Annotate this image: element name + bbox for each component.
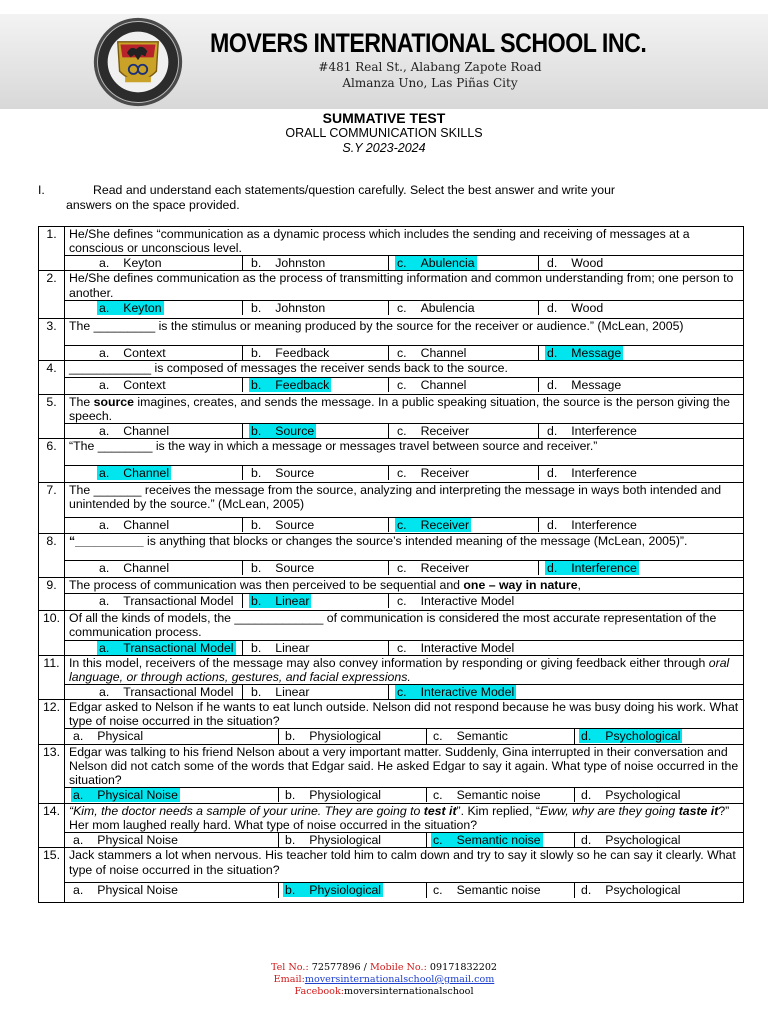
question-number: 11. <box>39 655 65 699</box>
question-text-part: “Kim, the doctor needs a sample of your urine. They are going to <box>69 803 424 818</box>
question-row <box>39 578 744 594</box>
option-letter: d. <box>547 300 558 315</box>
question-number: 12. <box>39 700 65 744</box>
option-letter: d. <box>547 424 558 439</box>
option-text: Interference <box>571 466 637 481</box>
question-number: 2. <box>39 271 65 318</box>
option-text: Physiological <box>309 729 382 744</box>
question-row <box>39 744 744 787</box>
option-letter: d. <box>547 518 558 533</box>
option-letter: c. <box>397 594 407 609</box>
option-text: Context <box>123 377 166 392</box>
option-letter: b. <box>251 345 262 360</box>
option-letter: b. <box>251 561 262 576</box>
question-number: 13. <box>39 744 65 803</box>
option-text: Receiver <box>420 466 470 481</box>
answer-option[interactable] <box>243 378 389 392</box>
option-text: Transactional Model <box>123 640 234 655</box>
answer-option[interactable] <box>243 256 389 270</box>
answer-option[interactable] <box>279 788 427 802</box>
option-letter: d. <box>581 729 592 744</box>
answer-option[interactable] <box>539 561 743 575</box>
option-letter: c. <box>397 424 407 439</box>
option-letter: d. <box>581 883 592 898</box>
question-text <box>65 848 744 883</box>
answer-option[interactable] <box>539 424 743 438</box>
question-text <box>65 394 744 423</box>
answer-option[interactable] <box>389 256 539 270</box>
option-text: Message <box>571 345 622 360</box>
question-row <box>39 394 744 423</box>
answer-options-row <box>39 561 744 578</box>
address-line-2: Almanza Uno, Las Piñas City <box>342 76 518 90</box>
mobile-number: 09171832202 <box>429 962 498 973</box>
option-text: Channel <box>123 561 170 576</box>
email-link[interactable]: moversinternationalschool@gmail.com <box>304 974 495 985</box>
question-text <box>65 271 744 300</box>
answer-options-row <box>39 594 744 611</box>
answer-option[interactable] <box>243 685 389 699</box>
footer-facebook-line <box>0 986 768 998</box>
option-letter: a. <box>99 518 110 533</box>
option-letter: a. <box>99 345 110 360</box>
question-number: 3. <box>39 318 65 360</box>
option-text: Physical Noise <box>97 787 178 802</box>
option-letter: a. <box>99 684 110 699</box>
answer-options-row <box>39 424 744 439</box>
answer-option[interactable] <box>575 883 743 897</box>
option-letter: a. <box>99 466 110 481</box>
option-letter: c. <box>397 300 407 315</box>
option-text: Source <box>275 424 315 439</box>
option-letter: a. <box>73 787 84 802</box>
question-text-part: oral language, or through actions, gestures, and facial expressions. <box>69 655 730 684</box>
option-text: Psychological <box>605 787 681 802</box>
option-letter: b. <box>285 883 296 898</box>
option-text: Channel <box>123 518 170 533</box>
option-text: Feedback <box>275 345 330 360</box>
question-row <box>39 227 744 256</box>
option-letter: d. <box>547 466 558 481</box>
question-text-part: “The ________ is the way in which a message or messages travel between source and receiver.” <box>69 439 598 454</box>
answer-option[interactable] <box>389 301 539 315</box>
answer-option[interactable] <box>427 788 575 802</box>
instruction-line-1: Read and understand each statements/question carefully. Select the best answer and write your <box>93 183 616 197</box>
option-letter: a. <box>73 883 84 898</box>
question-text <box>65 318 744 345</box>
option-text: Interactive Model <box>420 594 515 609</box>
option-letter: c. <box>397 561 407 576</box>
school-name: MOVERS INTERNATIONAL SCHOOL INC. <box>210 28 647 58</box>
question-number: 6. <box>39 439 65 483</box>
option-letter: d. <box>581 787 592 802</box>
option-letter: b. <box>251 640 262 655</box>
option-letter: d. <box>547 345 558 360</box>
option-text: Channel <box>420 345 467 360</box>
option-text: Keyton <box>123 256 162 271</box>
option-letter: c. <box>397 466 407 481</box>
option-text: Psychological <box>605 883 681 898</box>
option-letter: d. <box>547 377 558 392</box>
answer-option[interactable] <box>389 641 743 655</box>
school-logo <box>92 16 184 108</box>
question-number: 5. <box>39 394 65 438</box>
answer-option[interactable] <box>427 833 575 847</box>
option-text: Interference <box>571 424 637 439</box>
option-letter: b. <box>285 787 296 802</box>
option-letter: b. <box>251 300 262 315</box>
contact-separator: / <box>363 962 367 973</box>
answer-option[interactable] <box>539 466 743 480</box>
answer-option[interactable] <box>279 883 427 897</box>
email-label: Email: <box>273 974 305 985</box>
option-text: Transactional Model <box>123 594 234 609</box>
option-letter: b. <box>251 256 262 271</box>
answer-option[interactable] <box>389 424 539 438</box>
question-number: 7. <box>39 483 65 534</box>
option-letter: c. <box>397 684 407 699</box>
answer-option[interactable] <box>575 788 743 802</box>
answer-option[interactable] <box>65 833 279 847</box>
option-letter: c. <box>433 787 443 802</box>
option-letter: a. <box>99 256 110 271</box>
option-letter: c. <box>433 729 443 744</box>
option-text: Semantic noise <box>456 883 541 898</box>
question-text-part: taste it <box>678 803 719 818</box>
answer-option[interactable] <box>427 883 575 897</box>
answer-option[interactable] <box>243 641 389 655</box>
option-text: Johnston <box>275 300 326 315</box>
option-letter: a. <box>99 561 110 576</box>
option-text: Semantic noise <box>456 787 541 802</box>
answer-option[interactable] <box>389 346 539 360</box>
question-number: 4. <box>39 360 65 394</box>
answer-option[interactable] <box>65 594 243 608</box>
school-year: S.Y 2023-2024 <box>342 141 426 155</box>
option-letter: d. <box>581 833 592 848</box>
option-text: Keyton <box>123 300 162 315</box>
option-letter: b. <box>251 424 262 439</box>
option-text: Physiological <box>309 883 382 898</box>
question-text-part: source <box>93 394 134 409</box>
answer-option[interactable] <box>243 301 389 315</box>
option-text: Source <box>275 518 315 533</box>
option-text: Interference <box>571 518 637 533</box>
option-letter: b. <box>285 833 296 848</box>
question-text <box>65 700 744 729</box>
option-text: Johnston <box>275 256 326 271</box>
answer-options-row <box>39 640 744 655</box>
option-letter: c. <box>433 833 443 848</box>
option-text: Wood <box>571 256 604 271</box>
test-title: SUMMATIVE TEST <box>322 110 446 126</box>
answer-option[interactable] <box>65 788 279 802</box>
question-text-part: ?” Her mom laughed really hard. What type of noise occurred in the situation? <box>69 803 730 833</box>
question-text <box>65 439 744 466</box>
answer-option[interactable] <box>243 594 389 608</box>
question-text-part: The _________ is the stimulus or meaning produced by the source for the receiver or audience.” (McLean, 2005) <box>69 318 684 333</box>
answer-option[interactable] <box>243 518 389 532</box>
tel-label: Tel No.: <box>270 962 309 973</box>
answer-option[interactable] <box>65 466 243 480</box>
question-text-part: imagines, creates, and sends the message. In a public speaking situation, the source is the person giving the speech. <box>69 394 731 423</box>
question-text-part: is anything that blocks or changes the source’s intended meaning of the message (McLean, 2005)”. <box>143 534 688 549</box>
question-row <box>39 271 744 300</box>
question-text-part: , <box>577 578 581 593</box>
answer-options-row <box>39 377 744 394</box>
question-text-part: The process of communication was then perceived to be sequential and <box>69 578 464 593</box>
option-text: Psychological <box>605 729 681 744</box>
answer-option[interactable] <box>65 256 243 270</box>
question-text-part: Edgar asked to Nelson if he wants to eat lunch outside. Nelson did not respond because he was busy doing his work. What type of noise occurred in the situation? <box>69 700 739 729</box>
question-row <box>39 803 744 832</box>
answer-options-row <box>39 300 744 318</box>
answer-option[interactable] <box>389 561 539 575</box>
question-text <box>65 803 744 832</box>
question-number: 14. <box>39 803 65 847</box>
option-letter: c. <box>433 883 443 898</box>
answer-option[interactable] <box>279 833 427 847</box>
answer-option[interactable] <box>539 518 743 532</box>
questions-table <box>38 226 744 903</box>
answer-options-row <box>39 883 744 903</box>
question-number: 8. <box>39 534 65 578</box>
question-row <box>39 534 744 561</box>
answer-options-row <box>39 466 744 483</box>
option-text: Source <box>275 561 315 576</box>
answer-options-row <box>39 729 744 744</box>
instruction-line-2: answers on the space provided. <box>66 198 240 212</box>
question-text-part: ”. Kim replied, “ <box>456 803 540 818</box>
question-text <box>65 744 744 787</box>
answer-option[interactable] <box>389 378 539 392</box>
question-text-part: The <box>69 394 94 409</box>
question-number: 10. <box>39 611 65 655</box>
question-text <box>65 360 744 377</box>
option-letter: b. <box>251 684 262 699</box>
question-number: 1. <box>39 227 65 271</box>
question-row <box>39 483 744 518</box>
question-text <box>65 227 744 256</box>
option-text: Channel <box>123 466 170 481</box>
option-text: Semantic <box>456 729 508 744</box>
option-text: Physical Noise <box>97 833 178 848</box>
question-row <box>39 439 744 466</box>
question-text-part: test it <box>423 803 457 818</box>
option-text: Receiver <box>420 424 470 439</box>
option-text: Source <box>275 466 315 481</box>
option-text: Abulencia <box>420 300 475 315</box>
option-letter: a. <box>99 424 110 439</box>
answer-option[interactable] <box>279 729 427 743</box>
option-text: Physiological <box>309 787 382 802</box>
answer-option[interactable] <box>65 424 243 438</box>
answer-option[interactable] <box>65 641 243 655</box>
subject-title: ORALL COMMUNICATION SKILLS <box>285 126 483 140</box>
answer-options-row <box>39 256 744 271</box>
option-text: Semantic noise <box>456 833 541 848</box>
option-text: Transactional Model <box>123 684 234 699</box>
question-text <box>65 534 744 561</box>
answer-option[interactable] <box>539 378 743 392</box>
facebook-label: Facebook: <box>294 986 344 997</box>
question-text-part: He/She defines “communication as a dynamic process which includes the sending and receiving of messages at a conscious or unconscious level. <box>69 227 690 256</box>
option-text: Channel <box>420 377 467 392</box>
footer-email-line <box>0 974 768 986</box>
question-text <box>65 578 744 594</box>
option-letter: c. <box>397 256 407 271</box>
option-letter: d. <box>547 561 558 576</box>
answer-option[interactable] <box>389 466 539 480</box>
answer-option[interactable] <box>243 466 389 480</box>
answer-option[interactable] <box>575 729 743 743</box>
answer-option[interactable] <box>389 594 743 608</box>
question-row <box>39 848 744 883</box>
answer-option[interactable] <box>65 729 279 743</box>
answer-option[interactable] <box>427 729 575 743</box>
answer-options-row <box>39 518 744 534</box>
option-text: Interference <box>571 561 637 576</box>
question-text-part: In this model, receivers of the message may also convey information by responding or giving feedback either through <box>69 655 709 670</box>
option-text: Linear <box>275 594 310 609</box>
option-letter: b. <box>251 466 262 481</box>
option-text: Physical Noise <box>97 883 178 898</box>
answer-option[interactable] <box>575 833 743 847</box>
option-letter: c. <box>397 518 407 533</box>
option-letter: a. <box>99 300 110 315</box>
option-letter: b. <box>251 377 262 392</box>
answer-option[interactable] <box>243 424 389 438</box>
option-text: Interactive Model <box>420 640 515 655</box>
answer-option[interactable] <box>65 883 279 897</box>
answer-option[interactable] <box>539 346 743 360</box>
option-letter: a. <box>99 377 110 392</box>
address-line-1: #481 Real St., Alabang Zapote Road <box>318 60 542 74</box>
question-text <box>65 611 744 640</box>
question-text-part: He/She defines communication as the process of transmitting information and common understanding from; one person to another. <box>69 271 734 300</box>
question-text-part: The _______ receives the message from the source, analyzing and interpreting the message in ways both intended and unintended by the source.” (McLean, 2005) <box>69 483 722 512</box>
question-row <box>39 318 744 345</box>
answer-options-row <box>39 684 744 699</box>
option-letter: a. <box>99 594 110 609</box>
question-text-part: one – way in nature <box>463 578 578 593</box>
question-row <box>39 700 744 729</box>
question-text-part: ____________ is composed of messages the receiver sends back to the source. <box>69 360 508 375</box>
answer-option[interactable] <box>65 518 243 532</box>
question-row <box>39 655 744 684</box>
answer-options-row <box>39 833 744 848</box>
question-text-part: “__________ <box>69 534 144 549</box>
answer-option[interactable] <box>65 301 243 315</box>
tel-number: 72577896 <box>311 962 361 973</box>
option-letter: b. <box>251 518 262 533</box>
option-text: Psychological <box>605 833 681 848</box>
question-text <box>65 655 744 684</box>
answer-option[interactable] <box>65 685 243 699</box>
option-text: Abulencia <box>420 256 475 271</box>
instruction-number: I. <box>38 183 45 197</box>
option-text: Message <box>571 377 622 392</box>
option-letter: b. <box>251 594 262 609</box>
option-letter: a. <box>73 833 84 848</box>
option-letter: a. <box>99 640 110 655</box>
option-text: Physiological <box>309 833 382 848</box>
answer-option[interactable] <box>65 378 243 392</box>
option-text: Linear <box>275 684 310 699</box>
option-text: Channel <box>123 424 170 439</box>
option-text: Wood <box>571 300 604 315</box>
question-number: 15. <box>39 848 65 903</box>
option-letter: c. <box>397 345 407 360</box>
footer-contact-line <box>0 962 768 974</box>
option-letter: b. <box>285 729 296 744</box>
question-row <box>39 611 744 640</box>
option-text: Receiver <box>420 518 470 533</box>
option-letter: c. <box>397 640 407 655</box>
option-text: Physical <box>97 729 144 744</box>
answer-option[interactable] <box>65 346 243 360</box>
answer-option[interactable] <box>243 346 389 360</box>
question-text-part: Eww, why are they going <box>539 803 679 818</box>
option-letter: a. <box>73 729 84 744</box>
question-number: 9. <box>39 578 65 611</box>
question-row <box>39 360 744 377</box>
answer-option[interactable] <box>389 518 539 532</box>
answer-options-row <box>39 787 744 803</box>
mobile-label: Mobile No.: <box>369 962 427 973</box>
option-text: Context <box>123 345 166 360</box>
option-letter: c. <box>397 377 407 392</box>
answer-option[interactable] <box>539 256 743 270</box>
question-text-part: Of all the kinds of models, the _____________ of communication is considered the most accurate representation of the communication process. <box>69 611 717 640</box>
answer-options-row <box>39 345 744 360</box>
answer-option[interactable] <box>65 561 243 575</box>
option-text: Feedback <box>275 377 330 392</box>
question-text-part: Jack stammers a lot when nervous. His teacher told him to calm down and try to say it slowly so he can say it clearly. What type of noise occurred in the situation? <box>69 848 736 877</box>
option-text: Linear <box>275 640 310 655</box>
question-text <box>65 483 744 518</box>
answer-option[interactable] <box>243 561 389 575</box>
answer-option[interactable] <box>389 685 743 699</box>
option-text: Interactive Model <box>420 684 515 699</box>
facebook-handle: moversinternationalschool <box>344 986 474 997</box>
answer-option[interactable] <box>539 301 743 315</box>
question-text-part: Edgar was talking to his friend Nelson about a very important matter. Suddenly, Gina interrupted in their conversation and Nelson did not catch some of the words that Edgar said. He asked Edgar to say it again. What type of noise occurred in the situation? <box>69 744 739 787</box>
option-text: Receiver <box>420 561 470 576</box>
option-letter: d. <box>547 256 558 271</box>
